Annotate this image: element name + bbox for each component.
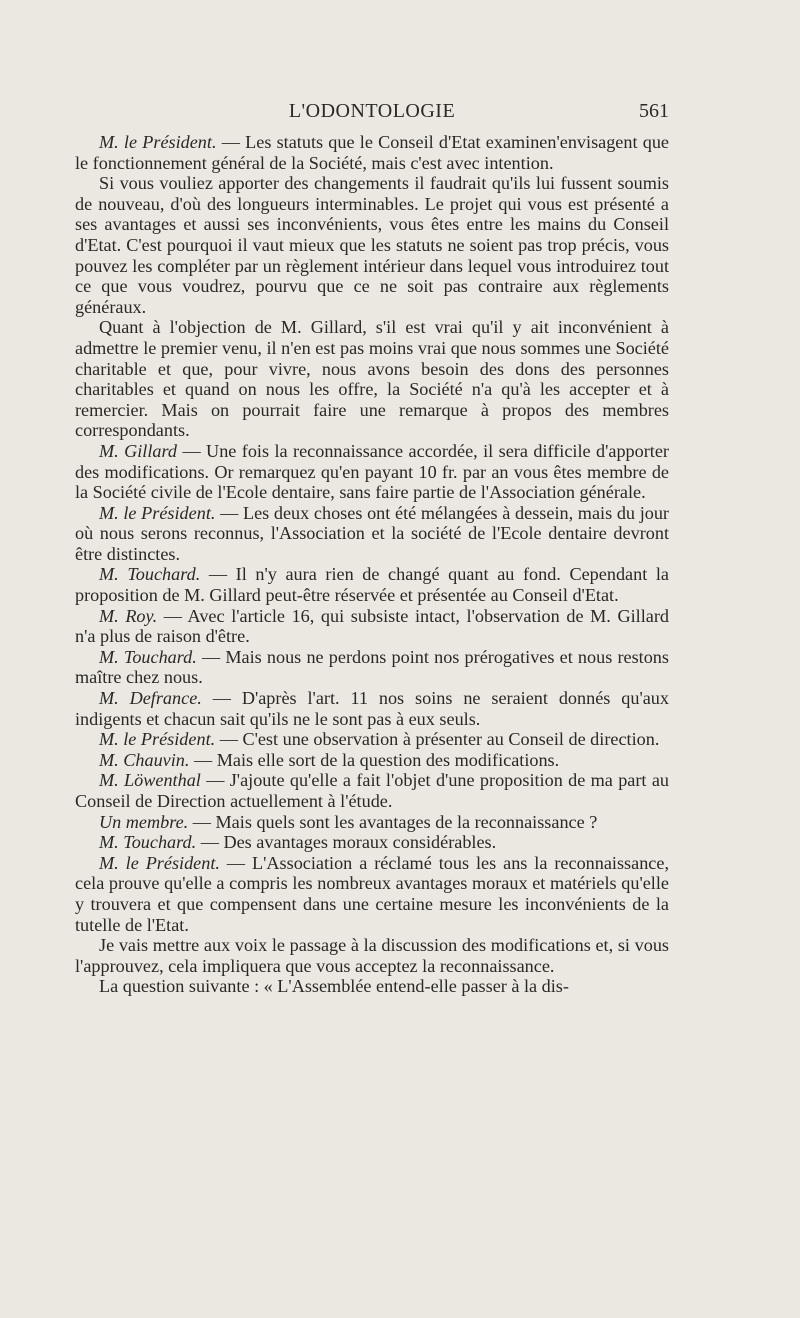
- paragraph: [75, 832, 669, 853]
- page-header: [75, 100, 669, 130]
- paragraph-text: — Mais quels sont les avantages de la reconnaissance ?: [188, 811, 598, 832]
- speaker-name: M. Touchard.: [99, 832, 197, 853]
- speaker-name: M. le Président.: [99, 852, 220, 873]
- paragraph-text: La question suivante : « L'Assemblée entend-elle passer à la dis-: [99, 976, 569, 997]
- paragraph: [75, 812, 669, 833]
- paragraph-text: — Mais elle sort de la question des modifications.: [189, 749, 560, 770]
- paragraph: [75, 647, 669, 688]
- paragraph: [75, 441, 669, 503]
- speaker-name: M. Defrance.: [99, 688, 202, 709]
- paragraph-text: — Mais nous ne perdons point nos prérogatives et nous restons maître chez nous.: [75, 646, 669, 688]
- page-number: 561: [639, 100, 669, 122]
- paragraph: [75, 770, 669, 811]
- paragraph: [75, 503, 669, 565]
- running-title: L'ODONTOLOGIE: [288, 100, 456, 122]
- paragraph: [75, 317, 669, 441]
- speaker-name: M. le Président.: [99, 502, 216, 523]
- paragraph-text: — J'ajoute qu'elle a fait l'objet d'une proposition de ma part au Conseil de Direction actuellement à l'étude.: [75, 770, 669, 811]
- paragraph-text: — Une fois la reconnaissance accordée, il sera difficile d'apporter des modifications. Or remarquez qu'en payant 10 fr. par an vous êtes membre de la Société civile de l'Ecole dentaire, sans faire partie de l'Association générale.: [75, 440, 669, 503]
- paragraph-text: — Avec l'article 16, qui subsiste intact, l'observation de M. Gillard n'a plus de raison d'être.: [75, 605, 669, 647]
- speaker-name: Un membre.: [99, 811, 189, 832]
- paragraph: [75, 606, 669, 647]
- paragraph: [75, 132, 669, 173]
- paragraph: [75, 564, 669, 605]
- paragraph: [75, 173, 669, 317]
- body-text: [75, 132, 669, 997]
- paragraph-text: — C'est une observation à présenter au Conseil de direction.: [215, 729, 660, 750]
- paragraph: [75, 750, 669, 771]
- paragraph-text: — L'Association a réclamé tous les ans la reconnaissance, cela prouve qu'elle a compris les nombreux avantages moraux et matériels qu'elle y trouvera et que compensent dans une certaine mesure les inconvénients de la tutelle de l'Etat.: [75, 852, 669, 935]
- speaker-name: M. le Président.: [99, 729, 216, 750]
- paragraph: [75, 688, 669, 729]
- paragraph-text: Quant à l'objection de M. Gillard, s'il est vrai qu'il y ait inconvénient à admettre le premier venu, il n'en est pas moins vrai que nous sommes une Société charitable et que, pour vivre, nous avons besoin des dons des personnes charitables et quand on nous les offre, la Société n'a qu'à les accepter et à remercier. Mais on pourrait faire une remarque à propos des membres correspondants.: [75, 317, 669, 441]
- speaker-name: M. Touchard.: [99, 564, 201, 585]
- paragraph-text: Si vous vouliez apporter des changements il faudrait qu'ils lui fussent soumis de nouveau, d'où des longueurs interminables. Le projet qui vous est présenté a ses avantages et aussi ses inconvénients, vous êtes entre les mains du Conseil d'Etat. C'est pourquoi il vaut mieux que les statuts ne soient pas trop précis, vous pouvez les compléter par un règlement intérieur dans lequel vous introduirez tout ce que vous voudrez, pourvu que ce ne soit pas contraire aux règlements généraux.: [75, 173, 669, 317]
- paragraph-text: — Les statuts que le Conseil d'Etat examinen'envisagent que le fonctionnement général de la Société, mais c'est avec intention.: [75, 132, 670, 173]
- speaker-name: M. Löwenthal: [99, 770, 201, 791]
- paragraph-text: — D'après l'art. 11 nos soins ne seraient donnés qu'aux indigents et chacun sait qu'ils ne le sont pas à eux seuls.: [75, 688, 669, 729]
- paragraph-text: — Les deux choses ont été mélangées à dessein, mais du jour où nous serons reconnus, l'Association et la société de l'Ecole dentaire devront être distinctes.: [75, 502, 669, 564]
- speaker-name: M. Roy.: [99, 605, 158, 626]
- paragraph: [75, 935, 669, 976]
- paragraph: [75, 976, 669, 997]
- paragraph-text: Je vais mettre aux voix le passage à la discussion des modifications et, si vous l'approuvez, cela impliquera que vous acceptez la reconnaissance.: [75, 935, 669, 976]
- speaker-name: M. le Président.: [99, 132, 217, 152]
- paragraph-text: — Il n'y aura rien de changé quant au fond. Cependant la proposition de M. Gillard peut-être réservée et présentée au Conseil d'Etat.: [75, 564, 669, 606]
- speaker-name: M. Touchard.: [99, 646, 197, 667]
- paragraph-text: — Des avantages moraux considérables.: [196, 832, 497, 853]
- paragraph: [75, 729, 669, 750]
- speaker-name: M. Chauvin.: [99, 749, 190, 770]
- paragraph: [75, 853, 669, 935]
- speaker-name: M. Gillard: [99, 440, 178, 461]
